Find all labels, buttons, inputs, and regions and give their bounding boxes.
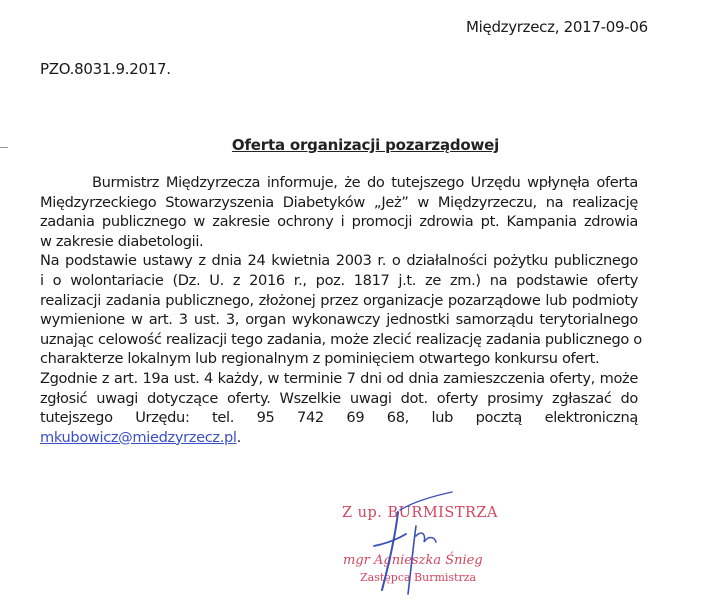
handwritten-signature — [370, 490, 490, 600]
signature-stroke — [416, 533, 436, 542]
signature-stroke — [408, 526, 416, 594]
signature-stroke — [382, 512, 398, 590]
email-suffix: . — [236, 428, 241, 446]
stamp-name: mgr Agnieszka Śnieg — [343, 553, 483, 568]
email-line — [40, 428, 638, 448]
body-line: charakterze lokalnym lub regionalnym z pominięciem otwartego konkursu ofert. — [40, 350, 600, 368]
signature-stroke — [400, 492, 452, 510]
email-link[interactable]: mkubowicz@miedzyrzecz.pl — [40, 428, 237, 446]
body-line: Zgodnie z art. 19a ust. 4 każdy, w terminie 7 dni od dnia zamieszczenia oferty, może — [40, 369, 638, 387]
body-line: Burmistrz Międzyrzecza informuje, że do tutejszego Urzędu wpłynęła oferta — [92, 174, 638, 191]
body-line: zadania publicznego w zakresie ochrony i promocji zdrowia pt. Kampania zdrowia — [40, 213, 638, 231]
stamp-position: Zastępca Burmistrza — [360, 571, 477, 584]
body-line: i o wolontariacie (Dz. U. z 2016 r., poz. 1817 j.t. ze zm.) na podstawie oferty — [40, 271, 638, 289]
body-line: Międzyrzeckiego Stowarzyszenia Diabetyków „Jeż” w Międzyrzeczu, na realizację — [40, 193, 638, 211]
body-line: uznając celowość realizacji tego zadania, może zlecić realizację zadania publicznego o — [40, 330, 642, 348]
body-line: w zakresie diabetologii. — [40, 232, 204, 250]
document-title: Oferta organizacji pozarządowej — [231, 136, 500, 154]
place-date: Międzyrzecz, 2017-09-06 — [466, 18, 648, 36]
body-line: zgłosić uwagi dotyczące oferty. Wszelkie uwagi dot. oferty prosimy zgłaszać do — [40, 389, 638, 407]
body-line: realizacji zadania publicznego, złożonej przez organizacje pozarządowe lub podmioty — [40, 291, 638, 309]
stamp-authorization: Z up. BURMISTRZA — [342, 505, 498, 521]
body-line: Na podstawie ustawy z dnia 24 kwietnia 2003 r. o działalności pożytku publicznego — [40, 252, 638, 270]
body-line: tutejszego Urzędu: tel. 95 742 69 68, lub pocztą elektroniczną — [40, 409, 638, 427]
document-body — [40, 173, 642, 447]
reference-number: PZO.8031.9.2017. — [40, 60, 171, 78]
signature-stroke — [374, 534, 406, 546]
body-line: wymienione w art. 3 ust. 3, organ wykonawczy jednostki samorządu terytorialnego — [40, 311, 638, 329]
